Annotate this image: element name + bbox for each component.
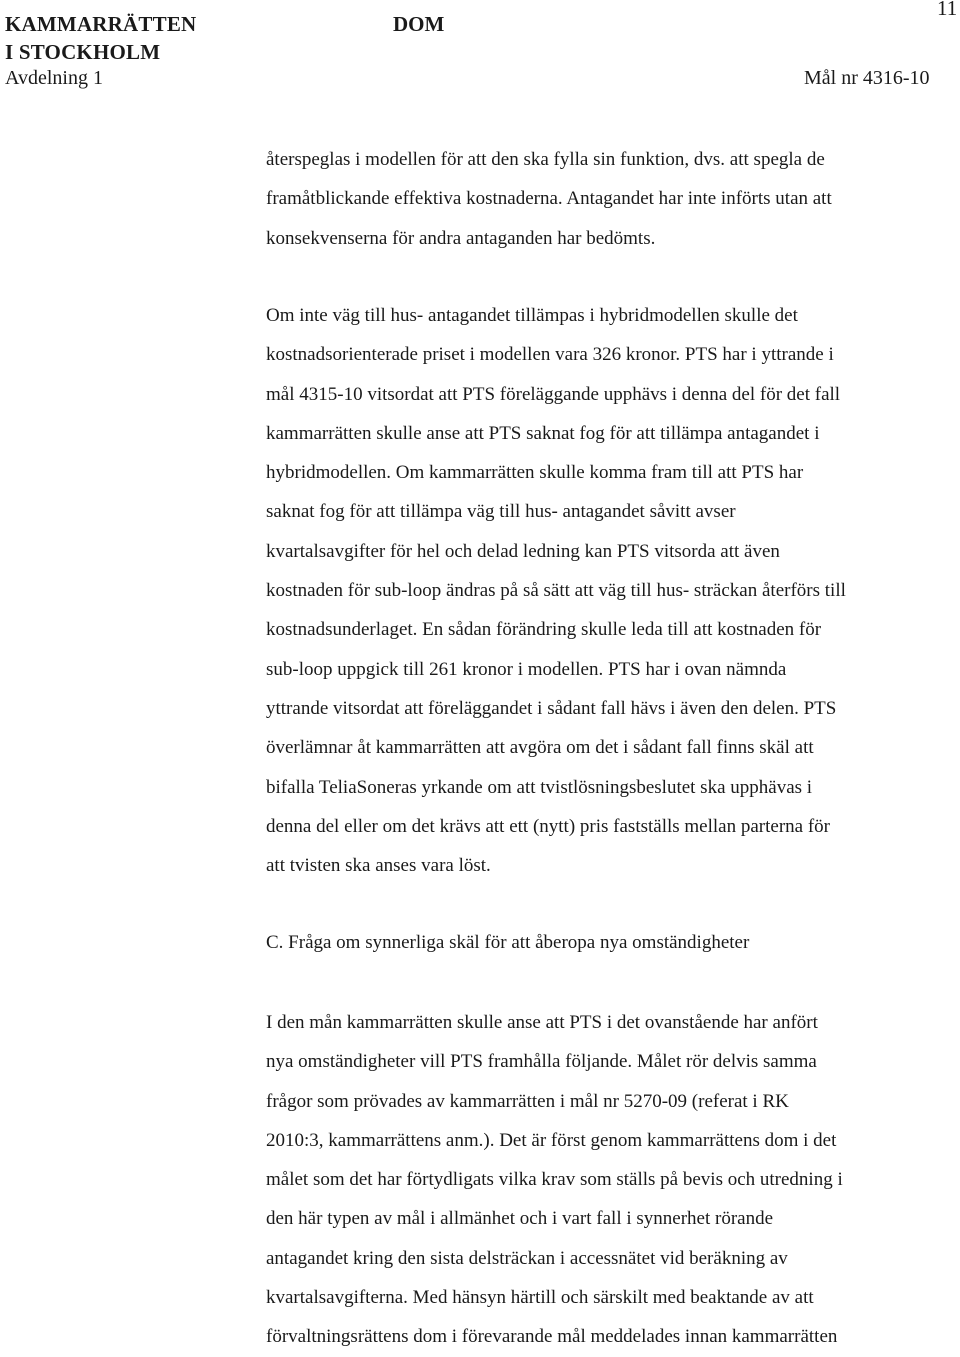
court-name-line1: KAMMARRÄTTEN bbox=[5, 12, 197, 36]
paragraph-3 bbox=[266, 1003, 960, 1357]
court-name bbox=[5, 10, 196, 66]
paragraph-1-text: återspeglas i modellen för att den ska fylla sin funktion, dvs. att spegla de framåtblickande effektiva kostnaderna. Antagandet har inte införts utan att konsekvenserna för andra antaganden har bedömts. bbox=[266, 149, 832, 249]
paragraph-1 bbox=[266, 140, 960, 258]
page-number: 11 bbox=[937, 0, 958, 20]
document-type: DOM bbox=[393, 12, 445, 36]
division-label: Avdelning 1 bbox=[5, 67, 103, 89]
paragraph-3-text: I den mån kammarrätten skulle anse att PTS i det ovanstående har anfört nya omständigheter vill PTS framhålla följande. Målet rör delvis samma frågor som prövades av kammarrätten i mål nr 5270-09 (referat i RK 2010:3, kammarrättens anm.). Det är först genom kammarrättens dom i det målet som det har förtydligats vilka krav som ställs på bevis och utredning i den här typen av mål i allmänhet och i vart fall i synnerhet rörande antagandet kring den sista delsträckan i accessnätet vid beräkning av kvartalsavgifterna. Med hänsyn härtill och särskilt med beaktande av att förvaltningsrättens dom i förevarande mål meddelades innan kammarrätten bbox=[266, 1012, 843, 1348]
section-c-heading-text: C. Fråga om synnerliga skäl för att åberopa nya omständigheter bbox=[266, 932, 750, 953]
court-name-line2: I STOCKHOLM bbox=[5, 40, 161, 64]
paragraph-2 bbox=[266, 296, 960, 885]
case-number: Mål nr 4316-10 bbox=[804, 67, 930, 89]
document-header bbox=[0, 0, 960, 100]
paragraph-2-text: Om inte väg till hus- antagandet tillämpas i hybridmodellen skulle det kostnadsorienterade priset i modellen vara 326 kronor. PTS har i yttrande i mål 4315-10 vitsordat att PTS föreläggande upphävs i denna del för det fall kammarrätten skulle anse att PTS saknat fog för att tillämpa antagandet i hybridmodellen. Om kammarrätten skulle komma fram till att PTS har saknat fog för att tillämpa väg till hus- antagandet såvitt avser kvartalsavgifter för hel och delad ledning kan PTS vitsorda att även kostnaden för sub-loop ändras på så sätt att väg till hus- sträckan återförs till kostnadsunderlaget. En sådan förändring skulle leda till att kostnaden för sub-loop uppgick till 261 kronor i modellen. PTS har i ovan nämnda yttrande vitsordat att föreläggandet i sådant fall hävs i även den delen. PTS överlämnar åt kammarrätten att avgöra om det i sådant fall finns skäl att bifalla TeliaSoneras yrkande om att tvistlösningsbeslutet ska upphävas i denna del eller om det krävs att ett (nytt) pris fastställs mellan parterna för att tvisten ska anses vara löst. bbox=[266, 305, 846, 877]
section-c-heading bbox=[266, 923, 960, 962]
